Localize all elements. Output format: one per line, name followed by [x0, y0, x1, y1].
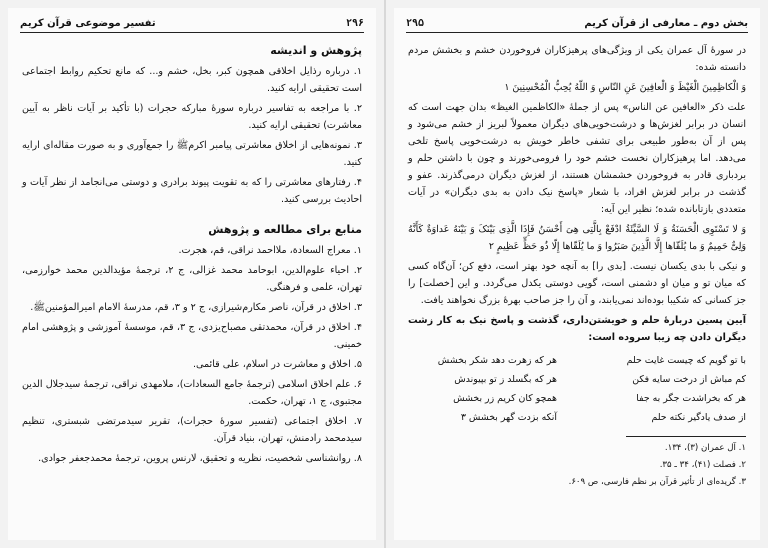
- right-page-header: [406, 14, 748, 33]
- source-item: ۱. معراج السعادة، ملااحمد نراقی، قم، هجرت.: [178, 245, 362, 256]
- source-item: ۳. اخلاق در قرآن، ناصر مکارم‌شیرازی، ج ۲ و ۳، قم، مدرسهٔ الامام امیرالمؤمنینﷺ.: [30, 302, 362, 313]
- right-page-running-title: بخش دوم ـ معارفی از قرآن کریم: [584, 17, 748, 29]
- quran-verse: وَ لا تَسْتَوِی الْحَسَنَةُ وَ لَا السَّیِّئَةُ ادْفَعْ بِالَّتِی هِیَ أَحْسَنُ فَإِذَا الَّذِی بَیْنَکَ وَ بَیْنَهُ عَداوَةٌ کَأَنَّهُ وَلِیٌّ حَمِیمٌ وَ ما یُلَقّاها إِلَّا الَّذِینَ صَبَرُوا وَ ما یُلَقّاها إِلّا ذُو حَظٍّ عَظِیمٍ ۲: [408, 224, 746, 252]
- sources-heading: منابع برای مطالعه و پژوهش: [208, 223, 362, 236]
- left-page-number: ۲۹۶: [345, 17, 364, 29]
- poem-hemistich: کم مباش از درخت سایه فکن: [632, 374, 746, 385]
- book-gutter: [384, 0, 386, 548]
- left-page-content: [22, 42, 362, 532]
- left-page-header: [20, 14, 364, 33]
- poem-hemistich: هر که زهرت دهد شکر بخشش: [437, 355, 557, 366]
- verse-translation: و نیکی با بدی یکسان نیست. [بدی را] به آنچه خود بهتر است، دفع کن؛ آن‌گاه کسی که میان تو و میان او دشمنی است، گویی دوستی یکدل می‌گردد. و این [خصلت] را جز کسانی که شکیبا بوده‌اند نمی‌یابند، و آن را جز صاحب بهرهٔ بزرگ نخواهند یافت.: [408, 261, 746, 306]
- quran-verse: وَ الْکاظِمِینَ الْغَیْظَ وَ الْعافِینَ عَنِ النّاسِ وَ اللّهُ یُحِبُّ الْمُحْسِنِینَ ۱: [504, 82, 746, 93]
- left-page-running-title: تفسیر موضوعی قرآن کریم: [20, 17, 156, 29]
- source-item: ۵. اخلاق و معاشرت در اسلام، علی قائمی.: [192, 359, 362, 370]
- intro-paragraph: در سورهٔ آل عمران یکی از ویژگی‌های پرهیزکاران فروخوردن خشم و بخشش مردم دانسته شده:: [408, 45, 746, 73]
- poem-hemistich: با تو گویم که چیست غایت حلم: [626, 355, 746, 366]
- right-page-number: ۲۹۵: [406, 17, 425, 29]
- source-item: ۷. اخلاق اجتماعی (تفسیر سورهٔ حجرات)، تقریر سیدمرتضی شبستری، تنظیم سیدمحمد رادمنش، تهران، بنیاد قرآن.: [22, 416, 362, 444]
- poem-hemistich: از صدف یادگیر نکته حلم: [651, 412, 746, 423]
- poem-hemistich: هر که بخراشدت جگر به جفا: [636, 393, 746, 404]
- source-item: ۲. احیاء علوم‌الدین، ابوحامد محمد غزالی، ج ۲، ترجمهٔ مؤیدالدین محمد خوارزمی، تهران، علمی و فرهنگی.: [22, 265, 362, 293]
- research-item: ۳. نمونه‌هایی از اخلاق معاشرتی پیامبر اکرمﷺ را جمع‌آوری و به صورت مقاله‌ای ارایه کنید.: [22, 140, 362, 168]
- right-page: [394, 8, 760, 540]
- footnote-divider: [626, 436, 746, 437]
- source-item: ۴. اخلاق در قرآن، محمدتقی مصباح‌یزدی، ج ۳، قم، موسسهٔ آموزشی و پژوهشی امام خمینی.: [22, 322, 362, 350]
- footnote: ۲. فصلت (۴۱)، ۳۴ ـ ۳۵.: [659, 460, 746, 470]
- poem: [408, 352, 746, 426]
- research-item: ۲. با مراجعه به تفاسیر درباره سورهٔ مبارکه حجرات (با تأکید بر آیات ناظر به آیین معاشرت) تحقیقی ارایه کنید.: [22, 103, 362, 131]
- research-heading: پژوهش و اندیشه: [270, 44, 362, 57]
- right-page-content: [408, 42, 746, 532]
- research-item: ۴. رفتارهای معاشرتی را که به تقویت پیوند برادری و دوستی می‌انجامد از نظر آیات و احادیث بررسی کنید.: [22, 177, 362, 205]
- footnote: ۱. آل عمران (۳)، ۱۳۴.: [664, 443, 746, 453]
- source-item: ۶. علم اخلاق اسلامی (ترجمهٔ جامع السعادات)، ملامهدی نراقی، ترجمهٔ سیدجلال الدین مجتبوی، ج ۱، تهران، حکمت.: [22, 379, 362, 407]
- poem-hemistich: هر که بگسلد ز تو بپیوندش: [454, 374, 557, 385]
- research-item: ۱. درباره رذایل اخلاقی همچون کبر، بخل، خشم و... که مانع تحکیم روابط اجتماعی است تحقیقی ارایه کنید.: [22, 66, 362, 94]
- left-page: [8, 8, 376, 540]
- source-item: ۸. روانشناسی شخصیت، نظریه و تحقیق، لارنس پروین، ترجمهٔ محمدجعفر جوادی.: [38, 453, 362, 464]
- body-paragraph: علت ذکر «العافین عن الناس» پس از جملهٔ «الکاظمین الغیظ» بدان جهت است که انسان در برابر لغزش‌ها و درشت‌خویی‌های دیگران معمولاً لبریز از خشم می‌شود و پس از آن به‌طور طبیعی برای تشفی خاطر خویش به درشت‌خویی پاسخ تلخی می‌دهد. اما پرهیزکاران نخست خشم خود را فرومی‌خورند و چون با داشتن حلم و بردباری قادر به فروخوردن خشمشان هستند، از لغزش دیگران درمی‌گذرند. عفو و گذشت در برابر لغزش افراد، با شعار «پاسخ نیک دادن به بدی دیگران» در آیات متعددی بازتابانده شده؛ نظیر این آیه:: [408, 102, 746, 215]
- poem-hemistich: آنکه بزدت گهر بخشش ۳: [460, 412, 557, 423]
- poem-intro: آیین پسین دربارهٔ حلم و خویشتن‌داری، گذشت و پاسخ نیک به کار زشت دیگران دادن چه زیبا سروده است:: [408, 315, 746, 343]
- footnote: ۳. گریده‌ای از تأثیر قرآن بر نظم فارسی، ص ۶۰۹.: [568, 477, 746, 487]
- poem-hemistich: همچو کان کریم زر بخشش: [453, 393, 557, 404]
